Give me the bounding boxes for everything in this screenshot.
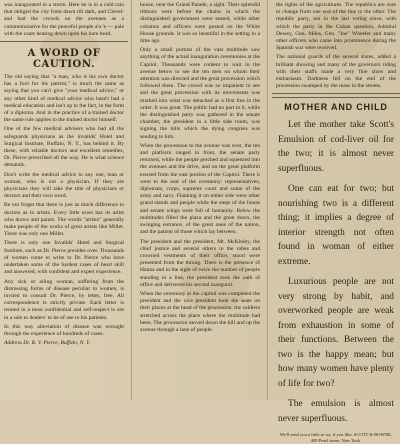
closing-paragraph: The national guards of the several states, added a brilliant showing and many of the governors riding with their staffs made a very fine show and enthusiasm. Darkness fell on the end of the procession swamped by the mass in the streets. bbox=[276, 54, 396, 90]
article-paragraph: Any sick or ailing woman, suffering from the distressing forms of disease peculiar to women, is invited to consult Dr. Pierce, by letter, free. All correspondence is strictly private. Each letter is treated in a most confidential and self-respect is not in a sale to dealers' to be of use to his patients. bbox=[4, 278, 124, 321]
article-paragraph: The old saying that "a man, who is his own doctor has a fool for his patient," is much the same as saying that you can't give "your medical advice," or any other kind of medical advice who hasn't had a medical education and isn't up to the fact, in the form of a diploma. And in the practice of a trained doctor the same rule applies to the trained doctor himself. bbox=[4, 74, 124, 124]
address-line: Address Dr. R. V. Pierce, Buffalo, N. Y. bbox=[4, 340, 91, 347]
article-paragraph: Be not forget that there is just as much difference in doctors as in artists. Every little town has its artist who draws and paints. The words "artists" generally make people of the works of great artists like Millet. There was only one Millet. bbox=[4, 202, 124, 238]
column-divider bbox=[131, 0, 132, 400]
ad-paragraph: One can eat for two; but nourishing two is a different thing; it implies a degree of interior strength not often found in woman of either extreme. bbox=[278, 184, 394, 267]
article-paragraph: Only a small portion of the vast multitude saw anything of the actual inauguration ceremonies at the Capitol. Thousands were content to wait in the avenue below to see the ten men on whom their attention was directed and the great procession which followed them. The crowd was so impatient to see and the great procession with its movements was marked into what was detached as a first line in the order. It was great. The public had no part in it, while the distinguished party was gathered in the senate chamber, the president in a little side room, was signing the bills which the dying congress was sending to him. bbox=[140, 47, 260, 140]
ad-paragraph: Let the mother take Scott's Emulsion of cod-liver oil for the two; it is almost never superfluous. bbox=[278, 120, 394, 174]
column-left bbox=[0, 0, 128, 400]
article-paragraph: In this way alleviation of disease was wrought through the experience of hundreds of cases. bbox=[4, 323, 124, 337]
divider bbox=[0, 41, 128, 42]
article-paragraph: When the ceremony at the capitol was completed the president and the vice president took the seats on their places at the head of the procession, the soldiers stretched across the place where the multitude had been. The procession moved down the hill and up the avenue through a lane of people. bbox=[140, 290, 260, 333]
column-divider bbox=[267, 0, 268, 400]
divider bbox=[272, 97, 400, 98]
top-paragraph: the rights of the agricultures. The republics are sure to change from one end of the line to the other. The republic party, not in the last voting since, with which the party in the Cuban question, Admiral Dewey, Gen. Miles, Gen. "Joe" Wheeler and many other officers who came into prominence during the Spanish war were received. bbox=[276, 2, 396, 52]
article-paragraph: There is only one Invalids' Hotel and Surgical Institute, such as Dr. Pierce presides over. Thousands of women come to write to Dr. Pierce who have undertaken some of the hardest cases of heart skill and answered, with confident and expert experience. bbox=[4, 240, 124, 276]
article-headline: A WORD OF CAUTION. bbox=[27, 48, 101, 71]
ad-paragraph: The emulsion is almost never superfluous. bbox=[278, 399, 394, 424]
article-paragraph: Don't write the medical advice to any one, man or woman, who is not a physician. If they are physicians they will take the title of physicians or doctors and their own word. bbox=[4, 171, 124, 200]
ad-paragraph: Luxurious people are not very strong by habit, and overworked people are weak from exhaustion in some of their functions. Between the two is the happy mean; but how many women have plenty of life for two? bbox=[278, 277, 394, 389]
article-paragraph: When the procession to the avenue was over, the ten and platform ranged in front, the senate party returned, while the people perched and squeezed into the avenues and the drive, and on the great platform erected from the east portion of the Capitol. There it went to the seat of the ceremony: representatives, diplomats, corps, supreme court and some of the army and navy. Flanking it on either side were other grand stands and people while the steps of the house and senate wings were full of humanity. Below the multitudes filled the plaza and the great doors, the swinging entrance, of the great ones of the nation, and the patient of those which lay between. bbox=[140, 142, 260, 236]
ad-footer: We'll send you a little to try, if you like. SCOTT & BOWNE, 409 Pearl street, New York. bbox=[279, 432, 393, 444]
column-middle bbox=[136, 0, 264, 400]
top-paragraph: was inaugurated in a storm. Here he is in a cold rain that obliged the city from dawn till dark, and Clevel- and had the crowds on the avenues as a commemorative for the peaceful people a'n 'e — pale with the coats heating down upon his bare head. bbox=[4, 2, 124, 37]
article-paragraph: One of the few medical advisers who had all the safeguards physicians as the invalids' Hotel and Surgical Institute, Buffalo, N. Y., has behind it. By these, with reliable doctors and excellent remedies, Dr. Pierce prescribed all the way. He is what science demands. bbox=[4, 126, 124, 169]
column-right bbox=[272, 0, 400, 444]
article-paragraph: The president and the president, Mr. McKinley, the chief justice and several others in the robes and crowned vestments of their office, stood were presented from the throng. There is the presence of Hanna and in the sight of twice the number of people standing in a line, the president took the oath of office and delivered his second inaugural. bbox=[140, 238, 260, 288]
top-paragraph: house, near the Grand Parade, a sight. Their splendid ribbons were before the chains in which the distinguished government were seated, while other columns and officers were posted on the White House grounds. It was so beautiful in the setting in a time ago. bbox=[140, 2, 260, 45]
divider bbox=[272, 93, 400, 94]
ad-title: MOTHER AND CHILD bbox=[284, 102, 388, 113]
